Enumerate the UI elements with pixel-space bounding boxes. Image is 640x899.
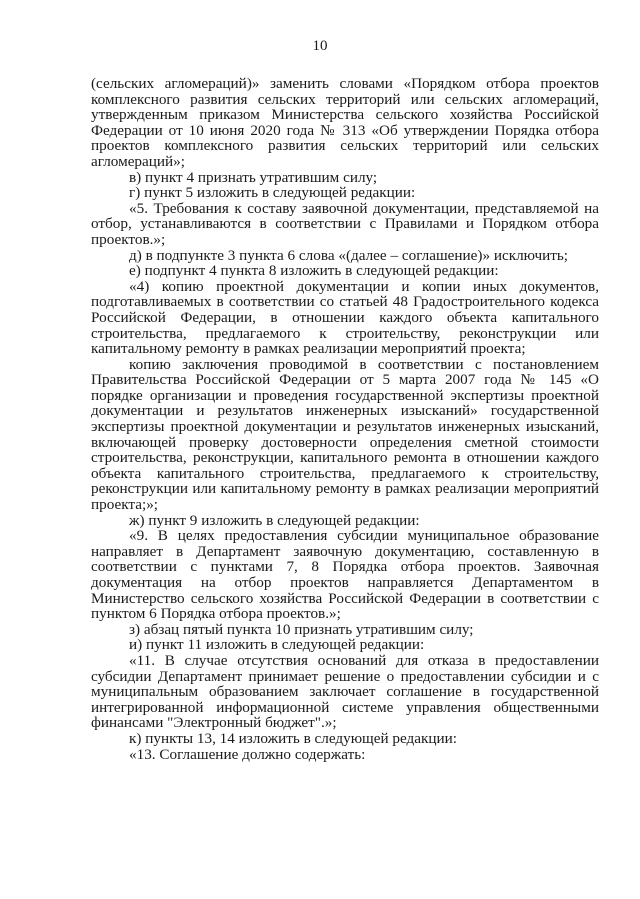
paragraph: ж) пункт 9 изложить в следующей редакции: xyxy=(129,511,420,529)
paragraph: «4) копию проектной документации и копии иных документов, подготавливаемых в соответствии со статьей 48 Градостроительного кодекса Российской Федерации, в отношении каждого объекта капитального строительства, предлагаемого к строительству, реконструкции или капитальному ремонту в рамках реализации мероприятий проекта; xyxy=(91,277,599,358)
document-body xyxy=(91,76,599,762)
paragraph: «13. Соглашение должно содержать: xyxy=(129,745,366,763)
paragraph: и) пункт 11 изложить в следующей редакции: xyxy=(129,636,425,654)
paragraph: «5. Требования к составу заявочной документации, представляемой на отбор, устанавливаются в соответствии с Правилами и Порядком отбора проектов.»; xyxy=(91,199,599,248)
paragraph: д) в подпункте 3 пункта 6 слова «(далее – соглашение)» исключить; xyxy=(129,246,568,264)
paragraph: «11. В случае отсутствия оснований для отказа в предоставлении субсидии Департамент принимает решение о предоставлении субсидии и с муниципальным образованием заключает соглашение в государственной интегрированной информационной системе управления общественными финансами "Электронный бюджет".»; xyxy=(91,651,599,732)
paragraph: «9. В целях предоставления субсидии муниципальное образование направляет в Департамент заявочную документацию, составленную в соответствии с пунктами 7, 8 Порядка отбора проектов. Заявочная документация на отбор проектов направляется Департаментом в Министерство сельского хозяйства Российской Федерации в соответствии с пунктом 6 Порядка отбора проектов.»; xyxy=(91,527,599,623)
page-number: 10 xyxy=(312,38,328,54)
paragraph: в) пункт 4 признать утратившим силу; xyxy=(129,168,378,186)
paragraph: г) пункт 5 изложить в следующей редакции: xyxy=(129,184,416,202)
paragraph: (сельских агломераций)» заменить словами «Порядком отбора проектов комплексного развития сельских территорий или сельских агломераций, утвержденным приказом Министерства сельского хозяйства Российской Федерации от 10 июня 2020 года № 313 «Об утверждении Порядка отбора проектов комплексного развития сельских территорий или сельских агломераций»; xyxy=(91,75,599,170)
paragraph: е) подпункт 4 пункта 8 изложить в следующей редакции: xyxy=(129,262,499,280)
paragraph: копию заключения проводимой в соответствии с постановлением Правительства Российской Федерации от 5 марта 2007 года № 145 «О порядке организации и проведения государственной экспертизы проектной документации и результатов инженерных изысканий» государственной экспертизы проектной документации и результатов инженерных изысканий, включающей проверку достоверности определения сметной стоимости строительства, реконструкции, капитального ремонта в отношении каждого объекта капитального строительства, предлагаемого к строительству, реконструкции или капитальному ремонту в рамках реализации мероприятий проекта;»; xyxy=(91,355,599,514)
paragraph: з) абзац пятый пункта 10 признать утратившим силу; xyxy=(129,620,474,638)
paragraph: к) пункты 13, 14 изложить в следующей редакции: xyxy=(129,729,458,747)
